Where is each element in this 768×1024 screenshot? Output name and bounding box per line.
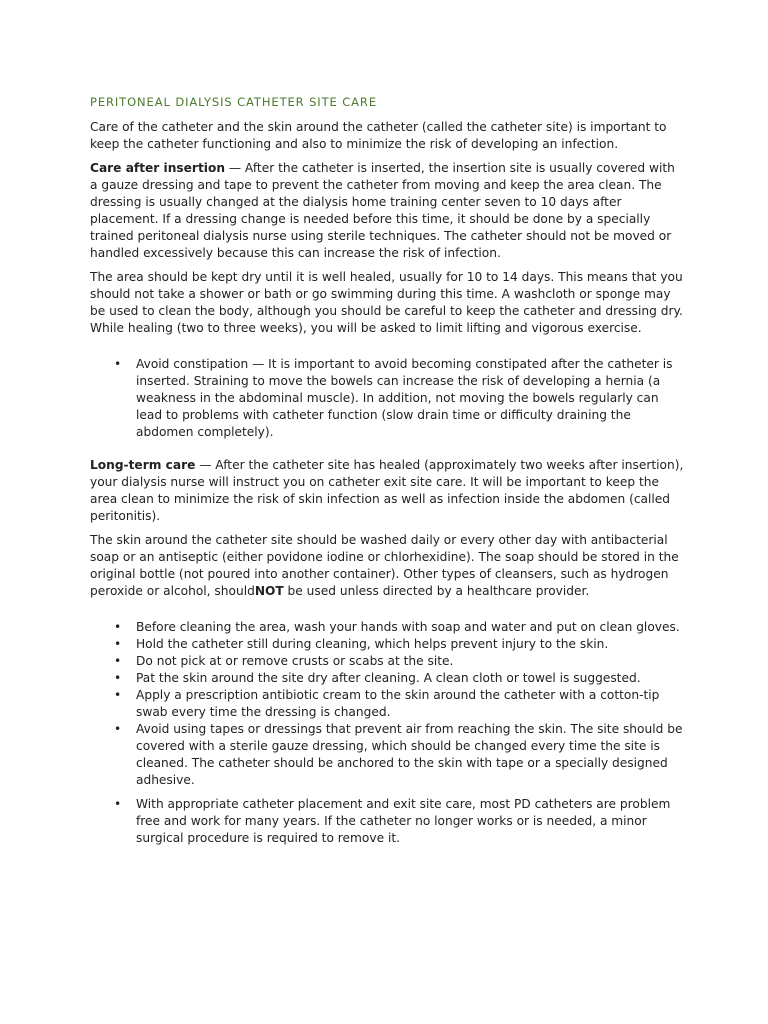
care-after-insertion-text: — After the catheter is inserted, the insertion site is usually covered with a gauze dressing and tape to prevent the catheter from moving and keep the area clean. The dressing is usually changed at the dialysis home training center seven to 10 days after placement. If a dressing change is needed before this time, it should be done by a specially trained peritoneal dialysis nurse using sterile techniques. The catheter should not be moved or handled excessively because this can increase the risk of infection. [90, 161, 675, 260]
care-after-insertion-paragraph [90, 160, 686, 262]
insertion-bullet-list [90, 356, 686, 441]
list-item-text: Avoid constipation — It is important to avoid becoming constipated after the catheter is inserted. Straining to move the bowels can increase the risk of developing a hernia (a weakness in the abdominal muscle). In addition, not moving the bowels regularly can lead to problems with catheter function (slow drain time or difficulty draining the abdomen completely). [136, 357, 673, 439]
list-item-text: With appropriate catheter placement and exit site care, most PD catheters are problem free and work for many years. If the catheter no longer works or is needed, a minor surgical procedure is required to remove it. [136, 797, 671, 845]
bullet-icon: • [114, 671, 122, 685]
list-item [90, 721, 686, 789]
bullet-icon: • [114, 722, 122, 736]
bullet-icon: • [114, 637, 122, 651]
long-term-care-paragraph [90, 457, 686, 525]
list-item-text: Do not pick at or remove crusts or scabs at the site. [136, 654, 454, 668]
washing-paragraph [90, 532, 686, 600]
exit-site-bullet-list [90, 619, 686, 847]
bullet-icon: • [114, 797, 122, 811]
list-item-text: Pat the skin around the site dry after cleaning. A clean cloth or towel is suggested. [136, 671, 641, 685]
list-item [90, 670, 686, 687]
long-term-care-heading: Long-term care [90, 458, 196, 472]
washing-text-end: be used unless directed by a healthcare provider. [283, 584, 590, 598]
list-item-text: Avoid using tapes or dressings that prevent air from reaching the skin. The site should be covered with a sterile gauze dressing, which should be changed every time the site is cleaned. The catheter should be anchored to the skin with tape or a specially designed adhesive. [136, 722, 683, 787]
list-item [90, 687, 686, 721]
list-item-text: Before cleaning the area, wash your hands with soap and water and put on clean gloves. [136, 620, 680, 634]
list-item-text: Hold the catheter still during cleaning, which helps prevent injury to the skin. [136, 637, 609, 651]
bullet-icon: • [114, 357, 122, 371]
intro-paragraph: Care of the catheter and the skin around the catheter (called the catheter site) is important to keep the catheter functioning and also to minimize the risk of developing an infection. [90, 120, 667, 151]
washing-emphasis: NOT [254, 584, 284, 598]
bullet-icon: • [114, 688, 122, 702]
list-item [90, 653, 686, 670]
long-term-care-text: — After the catheter site has healed (approximately two weeks after insertion), your dialysis nurse will instruct you on catheter exit site care. It will be important to keep the area clean to minimize the risk of skin infection as well as infection inside the abdomen (called peritonitis). [90, 458, 684, 523]
list-item [90, 636, 686, 653]
washing-text: The skin around the catheter site should be washed daily or every other day with antibacterial soap or an antiseptic (either povidone iodine or chlorhexidine). The soap should be stored in the original bottle (not poured into another container). Other types of cleansers, such as hydrogen peroxide or alcohol, should [90, 533, 679, 598]
document-title: PERITONEAL DIALYSIS CATHETER SITE CARE [90, 95, 377, 109]
bullet-icon: • [114, 654, 122, 668]
healing-paragraph: The area should be kept dry until it is well healed, usually for 10 to 14 days. This means that you should not take a shower or bath or go swimming during this time. A washcloth or sponge may be used to clean the body, although you should be careful to keep the catheter and dressing dry. While healing (two to three weeks), you will be asked to limit lifting and vigorous exercise. [90, 270, 683, 335]
care-after-insertion-heading: Care after insertion [90, 161, 225, 175]
list-item [90, 356, 686, 441]
bullet-icon: • [114, 620, 122, 634]
list-item [90, 619, 686, 636]
list-item [90, 796, 686, 847]
list-item-text: Apply a prescription antibiotic cream to the skin around the catheter with a cotton-tip swab every time the dressing is changed. [136, 688, 660, 719]
document-page [90, 94, 686, 847]
